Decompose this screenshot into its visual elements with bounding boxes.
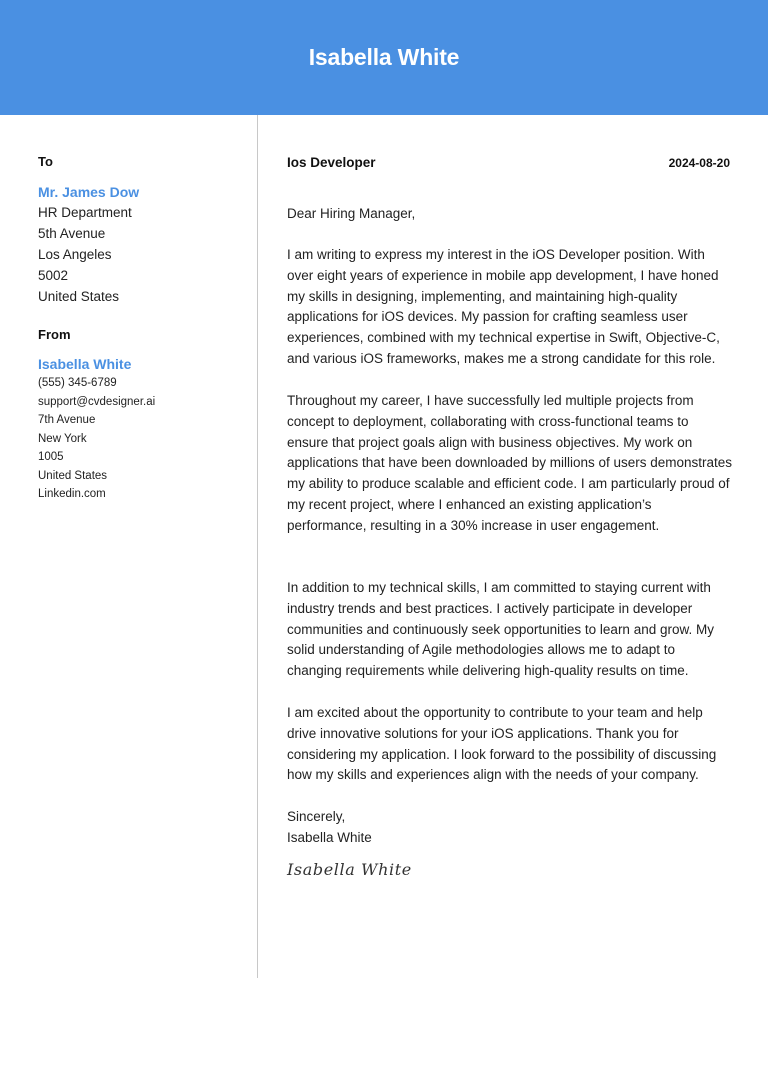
- salutation: Dear Hiring Manager,: [287, 206, 416, 221]
- to-label: To: [38, 154, 53, 169]
- sender-postcode: 1005: [38, 451, 64, 463]
- recipient-name: Mr. James Dow: [38, 184, 140, 200]
- header-banner: [0, 0, 768, 115]
- sender-phone: (555) 345-6789: [38, 377, 117, 389]
- sender-street: 7th Avenue: [38, 414, 96, 426]
- paragraph: In addition to my technical skills, I am committed to staying current with industry trends and best practices. I actively participate in developer communities and continuously seek opportunities to learn and grow. My solid understanding of Agile methodologies allows me to adapt to changing requirements while delivering high-quality results on time.: [287, 580, 714, 679]
- paragraph: I am writing to express my interest in the iOS Developer position. With over eight years of experience in mobile app development, I have honed my skills in designing, implementing, and maintaining high-quality applications for iOS devices. My passion for crafting seamless user experiences, combined with my technical expertise in Swift, Objective-C, and various iOS frameworks, makes me a strong candidate for this role.: [287, 247, 720, 366]
- letter-body: [287, 153, 733, 879]
- sender-country: United States: [38, 469, 108, 482]
- sender-linkedin: Linkedin.com: [38, 488, 106, 500]
- recipient-city: Los Angeles: [38, 247, 112, 262]
- from-label: From: [38, 327, 71, 342]
- sender-email: support@cvdesigner.ai: [38, 395, 156, 408]
- handwritten-signature: Isabella White: [287, 860, 412, 879]
- column-divider: [257, 115, 258, 978]
- letter-title-row: [287, 153, 730, 173]
- paragraph: Throughout my career, I have successfully led multiple projects from concept to deployment, collaborating with cross-functional teams to ensure that project goals align with business objectives. My work on applications that have been downloaded by millions of users demonstrates my ability to produce scalable and efficient code. I am particularly proud of my recent project, where I enhanced an existing application’s performance, resulting in a 30% increase in user engagement.: [287, 393, 733, 533]
- recipient-postcode: 5002: [38, 268, 69, 283]
- applicant-name: Isabella White: [308, 44, 460, 70]
- job-title: Ios Developer: [287, 155, 376, 170]
- paragraph: I am excited about the opportunity to contribute to your team and help drive innovative solutions for your iOS applications. Thank you for considering my application. I look forward to the possibility of discussing how my skills and experiences align with the needs of your company.: [287, 705, 717, 783]
- sidebar: [38, 153, 243, 504]
- sender-city: New York: [38, 432, 87, 445]
- recipient-department: HR Department: [38, 205, 132, 220]
- recipient-country: United States: [38, 289, 120, 304]
- sender-name: Isabella White: [38, 356, 132, 372]
- closing: Sincerely,: [287, 809, 346, 824]
- recipient-street: 5th Avenue: [38, 226, 106, 241]
- signer-name: Isabella White: [287, 830, 372, 845]
- letter-date: 2024-08-20: [668, 156, 730, 170]
